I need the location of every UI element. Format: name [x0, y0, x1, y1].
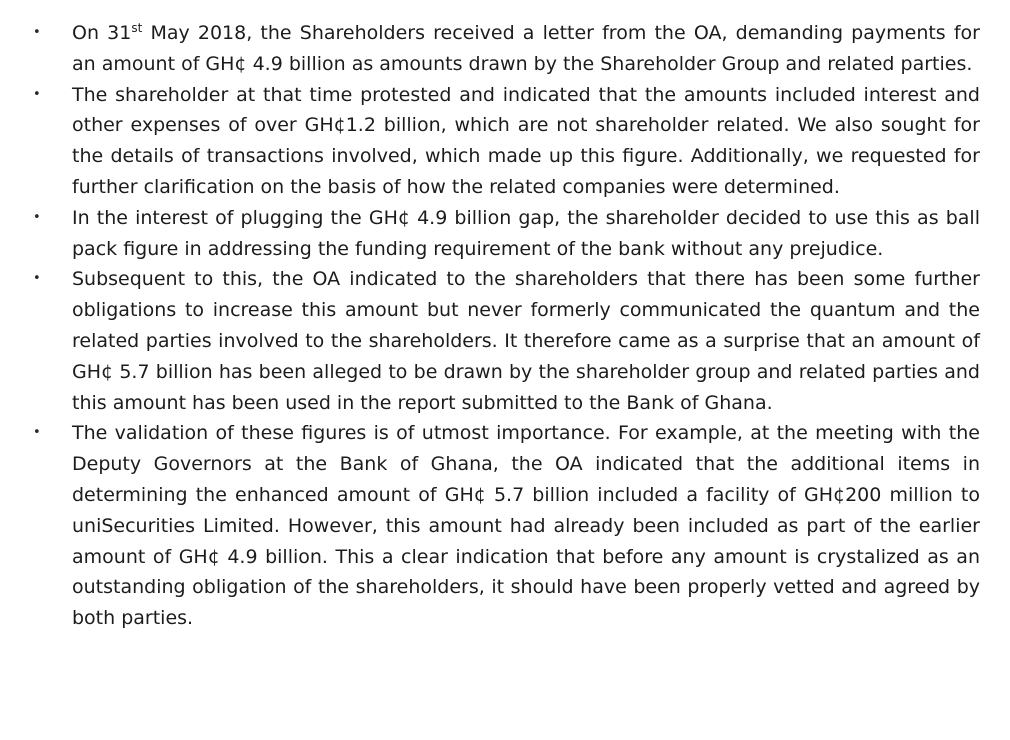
bullet-text: The validation of these figures is of utmost importance. For example, at the meeting with the Deputy Governors at the Bank of Ghana, the OA indicated that the additional items in determining the enhanced amount of GH¢ 5.7 billion included a facility of GH¢200 million to uniSecurities Limited. However, this amount had already been included as part of the earlier amount of GH¢ 4.9 billion. This a clear indication that before any amount is crystalized as an outstanding obligation of the shareholders, it should have been properly vetted and agreed by both parties.	[72, 422, 980, 630]
bullet-item-1	[0, 18, 980, 80]
bullet-item-3	[0, 203, 980, 265]
bullet-dot: •	[33, 425, 41, 441]
bullet-item-4	[0, 264, 980, 418]
text-body: May 2018, the Shareholders received a letter from the OA, demanding payments for an amount of GH¢ 4.9 billion as amounts drawn by the Shareholder Group and related parties.	[72, 22, 980, 75]
bullet-text	[72, 22, 980, 75]
bullet-dot: •	[33, 86, 41, 102]
bullet-item-5	[0, 418, 980, 634]
bullet-dot: •	[33, 25, 41, 40]
bullet-list	[0, 18, 1010, 634]
bullet-text: Subsequent to this, the OA indicated to the shareholders that there has been some further obligations to increase this amount but never formerly communicated the quantum and the related parties involved to the shareholders. It therefore came as a surprise that an amount of GH¢ 5.7 billion has been alleged to be drawn by the shareholder group and related parties and this amount has been used in the report submitted to the Bank of Ghana.	[72, 268, 980, 414]
bullet-text: In the interest of plugging the GH¢ 4.9 billion gap, the shareholder decided to use this as ball pack figure in addressing the funding requirement of the bank without any prejudice.	[72, 206, 980, 260]
ordinal-suffix: st	[131, 21, 143, 35]
text-prefix: On 31	[72, 22, 132, 44]
bullet-dot: •	[33, 271, 41, 287]
bullet-text: The shareholder at that time protested and indicated that the amounts included interest and other expenses of over GH¢1.2 billion, which are not shareholder related. We also sought for the details of transactions involved, which made up this figure. Additionally, we requested for further clarification on the basis of how the related companies were determined.	[72, 83, 980, 198]
bullet-dot: •	[33, 209, 41, 225]
bullet-item-2	[0, 80, 980, 203]
